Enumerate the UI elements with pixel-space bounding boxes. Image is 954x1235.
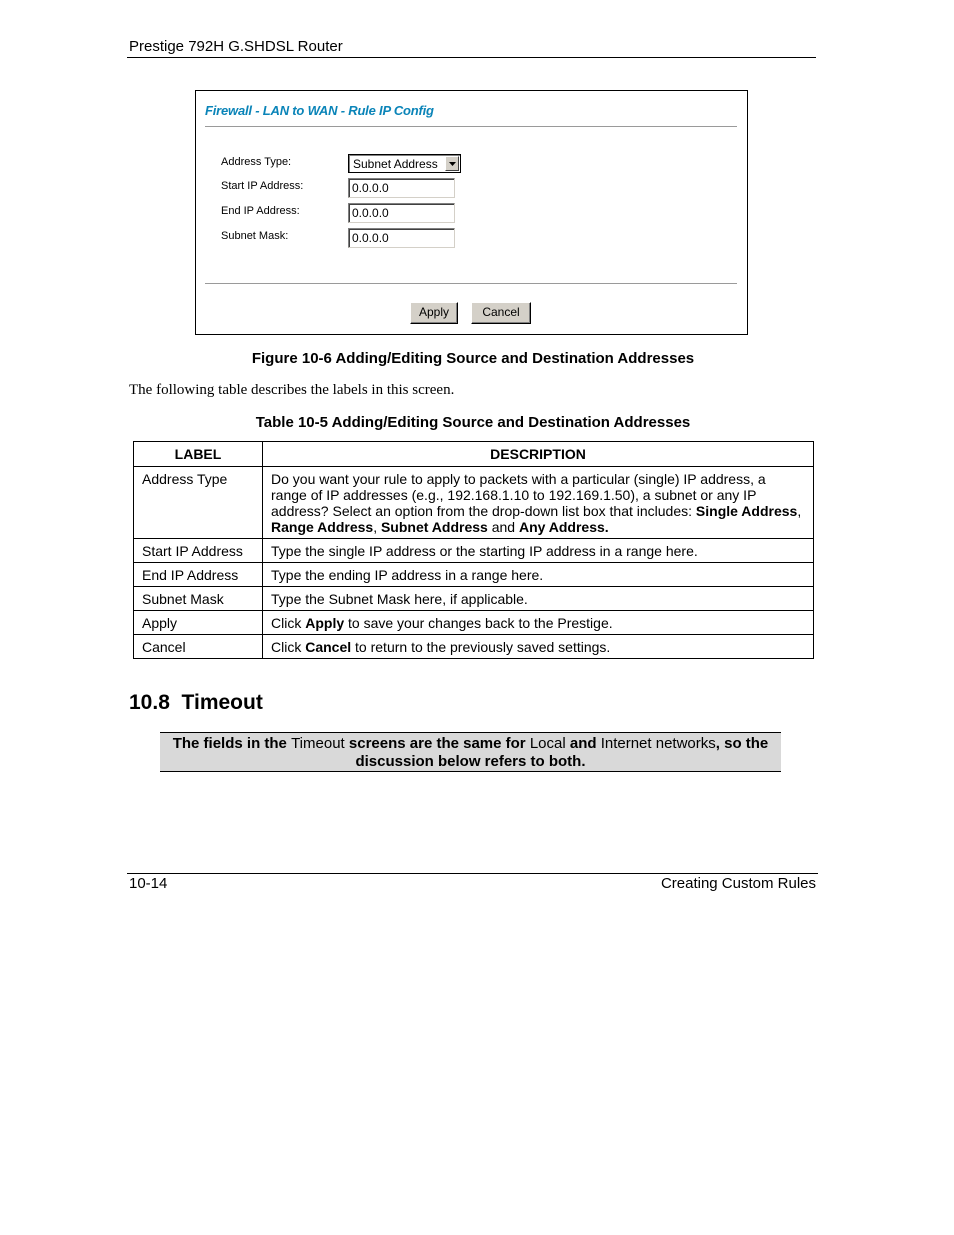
subnet-mask-input[interactable]: 0.0.0.0 <box>348 228 455 248</box>
desc-text: and <box>487 519 519 535</box>
desc-bold-single-address: Single Address <box>695 503 798 519</box>
row-description <box>263 611 814 635</box>
running-header-title: Prestige 792H G.SHDSL Router <box>129 38 343 55</box>
row-description: Type the Subnet Mask here, if applicable. <box>263 587 814 611</box>
desc-text: , <box>373 519 381 535</box>
screen-title: Firewall - LAN to WAN - Rule IP Config <box>205 103 434 118</box>
table-row <box>134 635 814 659</box>
note-box <box>160 732 781 772</box>
desc-text: Click <box>271 639 306 655</box>
section-number: 10.8 <box>129 691 170 714</box>
table-row <box>134 563 814 587</box>
column-header-label: LABEL <box>134 442 263 467</box>
table-row <box>134 539 814 563</box>
desc-bold-any-address: Any Address. <box>518 519 609 535</box>
desc-text: to save your changes back to the Prestige. <box>344 615 613 631</box>
row-description <box>263 467 814 539</box>
labels-table <box>133 441 814 659</box>
desc-text: to return to the previously saved settings. <box>351 639 611 655</box>
note-term-timeout: Timeout <box>291 735 345 752</box>
desc-text: , <box>797 503 802 519</box>
section-heading <box>129 691 263 715</box>
row-label: Subnet Mask <box>134 587 263 611</box>
footer-divider <box>127 873 818 874</box>
title-divider <box>205 126 737 128</box>
row-description: Type the single IP address or the starting IP address in a range here. <box>263 539 814 563</box>
figure-caption: Figure 10-6 Adding/Editing Source and Destination Addresses <box>251 350 695 367</box>
row-label: Cancel <box>134 635 263 659</box>
row-label: Address Type <box>134 467 263 539</box>
note-text: screens are the same for <box>344 735 530 752</box>
start-ip-input[interactable]: 0.0.0.0 <box>348 178 455 198</box>
table-row <box>134 467 814 539</box>
note-term-local: Local <box>529 735 566 752</box>
desc-bold-subnet-address: Subnet Address <box>380 519 488 535</box>
desc-bold-cancel: Cancel <box>305 639 352 655</box>
note-text: and <box>565 735 601 752</box>
desc-text: Click <box>271 615 306 631</box>
note-term-internet-networks: Internet networks <box>600 735 716 752</box>
end-ip-input[interactable]: 0.0.0.0 <box>348 203 455 223</box>
desc-text: Do you want your rule to apply to packets with a particular (single) IP address, a range of IP addresses (e.g., 192.168.1.10 to 192.169.1.50), a subnet or any IP address? Select an option from the drop-down list box that includes: <box>271 471 766 519</box>
page-number: 10-14 <box>129 875 168 892</box>
buttons-divider <box>205 283 737 285</box>
table-row <box>134 611 814 635</box>
end-ip-label: End IP Address: <box>221 205 300 217</box>
row-label: End IP Address <box>134 563 263 587</box>
apply-button[interactable]: Apply <box>410 302 458 324</box>
row-description <box>263 635 814 659</box>
screenshot-panel <box>195 90 748 335</box>
table-header-row <box>134 442 814 467</box>
row-description: Type the ending IP address in a range here. <box>263 563 814 587</box>
note-text: , so the discussion below refers to both. <box>355 735 769 770</box>
header-divider <box>127 57 816 58</box>
address-type-select[interactable] <box>348 154 461 173</box>
table-row <box>134 587 814 611</box>
address-type-label: Address Type: <box>221 156 292 168</box>
table-caption: Table 10-5 Adding/Editing Source and Destination Addresses <box>255 414 691 431</box>
row-label: Apply <box>134 611 263 635</box>
row-label: Start IP Address <box>134 539 263 563</box>
section-title: Timeout <box>181 691 263 714</box>
cancel-button[interactable]: Cancel <box>471 302 531 324</box>
start-ip-label: Start IP Address: <box>221 180 304 192</box>
note-text: The fields in the <box>172 735 292 752</box>
intro-paragraph: The following table describes the labels in this screen. <box>129 382 455 398</box>
dropdown-arrow-button[interactable] <box>445 156 459 171</box>
desc-bold-range-address: Range Address <box>271 519 374 535</box>
address-type-value: Subnet Address <box>353 157 438 171</box>
chapter-title: Creating Custom Rules <box>660 875 816 892</box>
chevron-down-icon <box>449 162 456 166</box>
column-header-description: DESCRIPTION <box>263 442 814 467</box>
desc-bold-apply: Apply <box>305 615 345 631</box>
subnet-mask-label: Subnet Mask: <box>221 230 289 242</box>
